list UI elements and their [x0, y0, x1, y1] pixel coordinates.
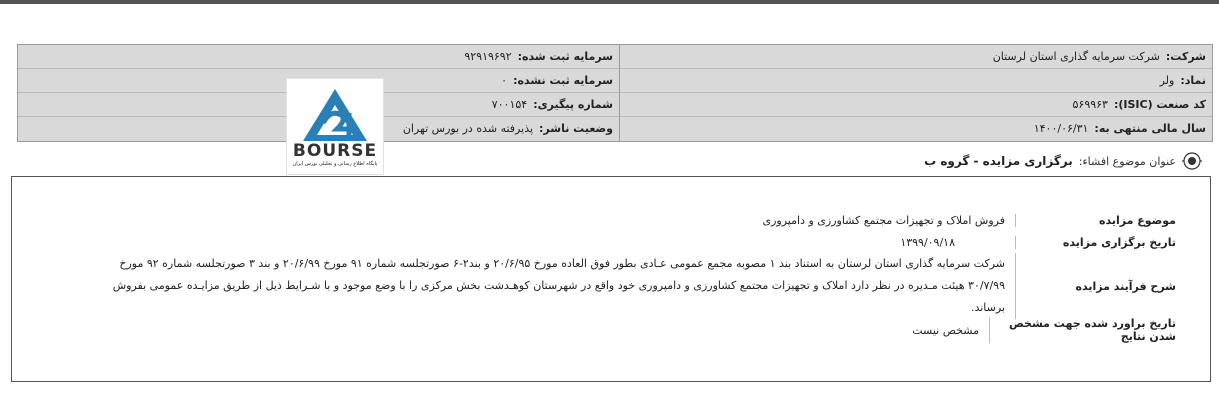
- unregistered-capital-label: سرمایه ثبت نشده:: [513, 74, 613, 87]
- isic-value: ۵۶۹۹۶۳: [1072, 98, 1108, 111]
- logo-brand-text: BOURSE: [292, 141, 378, 161]
- topic-label: موضوع مزایده: [1015, 214, 1178, 227]
- subject-label: عنوان موضوع افشاء:: [1078, 154, 1176, 168]
- company-label: شرکت:: [1165, 50, 1206, 63]
- company-value: شرکت سرمایه گذاری استان لرستان: [992, 50, 1160, 63]
- process-label: شرح فرآیند مزایده: [1015, 253, 1178, 319]
- publisher-status-label: وضعیت ناشر:: [539, 122, 613, 135]
- fiscal-year-cell: [619, 117, 1212, 141]
- bourse-logo-mark: [287, 79, 383, 143]
- top-bar: [0, 0, 1219, 4]
- disclosure-subject: [924, 150, 1202, 172]
- bourse-logo: [286, 78, 384, 175]
- estimate-label: تاریخ براورد شده جهت مشخص شدن نتایج: [989, 317, 1178, 343]
- isic-label: کد صنعت (ISIC):: [1113, 98, 1206, 111]
- process-text: [98, 253, 1015, 319]
- auction-details-box: [11, 176, 1211, 382]
- process-line-1: شرکت سرمایه گذاری استان لرستان به استناد بند ۱ مصوبه مجمع عمومی عـادی بطور فوق العاده مورخ ۲۰/۶/۹۵ و بند۲-۶ صورتجلسه شماره ۹۱ مورخ ۲۰/۶/۹۹ و بند ۳ صورتجلسه شماره ۹۲ مورخ: [119, 257, 1005, 270]
- symbol-value: ولر: [1159, 74, 1175, 87]
- tracking-value: ۷۰۰۱۵۴: [491, 98, 528, 111]
- detail-row-process: [98, 253, 1178, 319]
- company-cell: [619, 45, 1212, 69]
- publisher-status-value: پذیرفته شده در بورس تهران: [402, 122, 534, 135]
- date-value: ۱۳۹۹/۰۹/۱۸: [900, 235, 955, 249]
- registered-capital-value: ۹۲۹۱۹۶۹۲: [464, 50, 512, 63]
- logo-tagline: پایگاه اطلاع رسانی و تحلیلی بورس ایران: [292, 161, 378, 167]
- detail-row-estimate: [98, 319, 1178, 341]
- symbol-cell: [619, 69, 1212, 93]
- unregistered-capital-value: ۰: [501, 74, 508, 87]
- process-line-2: ۳۰/۷/۹۹ هیئت مـدیره در نظر دارد املاک و تجهیزات مجتمع کشاورزی و دامپروری خود واقع در شهرستان کوهـدشت بخش مرکزی را با وضع موجود و با شـرایط ذیل از طریق مزایـده عمومی بفروش: [112, 279, 1005, 292]
- detail-row-topic: [98, 209, 1178, 231]
- registered-capital-label: سرمایه ثبت شده:: [517, 50, 613, 63]
- auction-details-grid: [98, 209, 1178, 341]
- fiscal-year-label: سال مالی منتهی به:: [1094, 122, 1206, 135]
- isic-cell: [619, 93, 1212, 117]
- target-icon: [1182, 151, 1202, 171]
- date-label: تاریخ برگزاری مزایده: [1015, 236, 1178, 249]
- process-line-3: برساند.: [970, 301, 1005, 314]
- registered-capital-cell: [18, 45, 619, 69]
- fiscal-year-value: ۱۴۰۰/۰۶/۳۱: [1033, 122, 1089, 135]
- subject-title: برگزاری مزایده - گروه ب: [924, 154, 1073, 168]
- header-info-table: [17, 44, 1213, 142]
- topic-value: فروش املاک و تجهیزات مجتمع کشاورزی و دامپروری: [762, 213, 1005, 227]
- detail-row-date: [98, 231, 1178, 253]
- symbol-label: نماد:: [1180, 74, 1206, 87]
- tracking-label: شماره پیگیری:: [533, 98, 613, 111]
- estimate-value: مشخص نیست: [912, 323, 979, 337]
